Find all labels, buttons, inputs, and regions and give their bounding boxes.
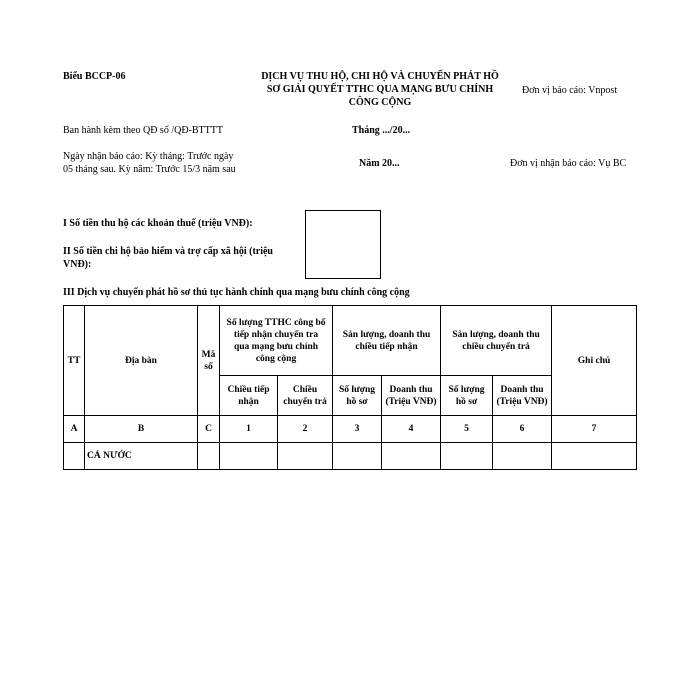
nationwide-tt-cell[interactable] [64,443,85,470]
issued-with: Ban hành kèm theo QĐ số /QĐ-BTTTT [63,125,223,136]
header-tthc-line-4: công cộng [255,353,297,364]
header-area: Địa bàn [85,306,198,416]
index-cell: 1 [220,416,278,443]
nationwide-value-cell[interactable] [493,443,552,470]
index-cell: A [64,416,85,443]
table-header-row-1 [64,306,637,376]
section-2-label-line-2: VNĐ): [63,259,92,270]
reporting-unit: Đơn vị báo cáo: Vnpost [522,85,618,96]
header-receive-count [333,376,382,416]
header-receive-line-2: chiều tiếp nhận [355,341,418,352]
header-receive-direction-line-1: Chiều tiếp [227,384,270,395]
header-tt: TT [64,306,85,416]
title-line-1: DỊCH VỤ THU HỘ, CHI HỘ VÀ CHUYỂN PHÁT HỒ [261,71,499,82]
report-month: Tháng .../20... [352,125,411,136]
header-receive-revenue [382,376,441,416]
nationwide-code-cell[interactable] [198,443,220,470]
header-code [198,306,220,416]
index-cell: C [198,416,220,443]
header-tthc-line-1: Số lượng TTHC công bố [226,317,326,328]
index-cell: 6 [493,416,552,443]
section-2-value-box[interactable] [305,238,381,279]
receiving-unit: Đơn vị nhận báo cáo: Vụ BC [510,158,627,169]
header-note: Ghi chú [552,306,637,416]
header-return-count [441,376,493,416]
nationwide-value-cell[interactable] [278,443,333,470]
nationwide-value-cell[interactable] [382,443,441,470]
nationwide-value-cell[interactable] [220,443,278,470]
index-cell: 4 [382,416,441,443]
page-title [230,70,530,109]
index-cell: 3 [333,416,382,443]
header-return-count-line-1: Số lượng [448,384,485,395]
section-1-value-box[interactable] [305,210,381,240]
index-cell: 2 [278,416,333,443]
header-code-line-2: số [204,361,213,372]
header-receive-revenue-line-1: Doanh thu [389,384,433,395]
section-2-label-line-1: II Số tiền chi hộ bảo hiểm và trợ cấp xã hội (triệu [63,246,273,257]
index-cell: 5 [441,416,493,443]
form-code: Biểu BCCP-06 [63,71,126,82]
report-year: Năm 20... [359,158,400,169]
header-return-direction [278,376,333,416]
index-cell: 7 [552,416,637,443]
header-return-line-1: Sản lượng, doanh thu [452,329,540,340]
header-receive-group [333,306,441,376]
nationwide-note-cell[interactable] [552,443,637,470]
header-receive-direction [220,376,278,416]
header-receive-count-line-1: Số lượng [338,384,376,395]
header-return-revenue-line-1: Doanh thu [500,384,544,395]
header-receive-count-line-2: hồ sơ [346,396,368,407]
title-line-2: SƠ GIẢI QUYẾT TTHC QUA MẠNG BƯU CHÍNH [266,84,494,95]
header-return-revenue [493,376,552,416]
header-return-direction-line-2: chuyển trả [283,396,327,407]
header-tthc-line-3: qua mạng bưu chính [233,341,319,352]
header-return-line-2: chiều chuyển trả [462,341,530,352]
header-receive-line-1: Sản lượng, doanh thu [342,329,431,340]
section-1-label: I Số tiền thu hộ các khoản thuế (triệu VNĐ): [63,218,253,229]
title-line-3: CÔNG CỘNG [348,97,412,108]
header-return-revenue-line-2: (Triệu VNĐ) [496,396,548,407]
header-receive-revenue-line-2: (Triệu VNĐ) [385,396,437,407]
receive-date-line-2: 05 tháng sau. Kỳ năm: Trước 15/3 năm sau [63,164,236,175]
header-code-line-1: Mã [201,349,216,360]
header-return-count-line-2: hồ sơ [455,396,478,407]
nationwide-value-cell[interactable] [441,443,493,470]
header-receive-direction-line-2: nhận [238,396,259,407]
header-return-group [441,306,552,376]
header-tthc-line-2: tiếp nhận chuyển tra [233,329,319,340]
receive-date [63,150,263,176]
header-tthc-group [220,306,333,376]
nationwide-value-cell[interactable] [333,443,382,470]
table-index-row [64,416,637,443]
nationwide-label: CẢ NƯỚC [85,443,198,470]
table-row [64,443,637,470]
section-3-label: III Dịch vụ chuyển phát hồ sơ thủ tục hành chính qua mạng bưu chính công cộng [63,287,410,298]
section-2-label [63,245,303,271]
tthc-table [63,305,637,470]
receive-date-line-1: Ngày nhận báo cáo: Kỳ tháng: Trước ngày [63,151,234,162]
index-cell: B [85,416,198,443]
header-return-direction-line-1: Chiều [292,384,318,395]
